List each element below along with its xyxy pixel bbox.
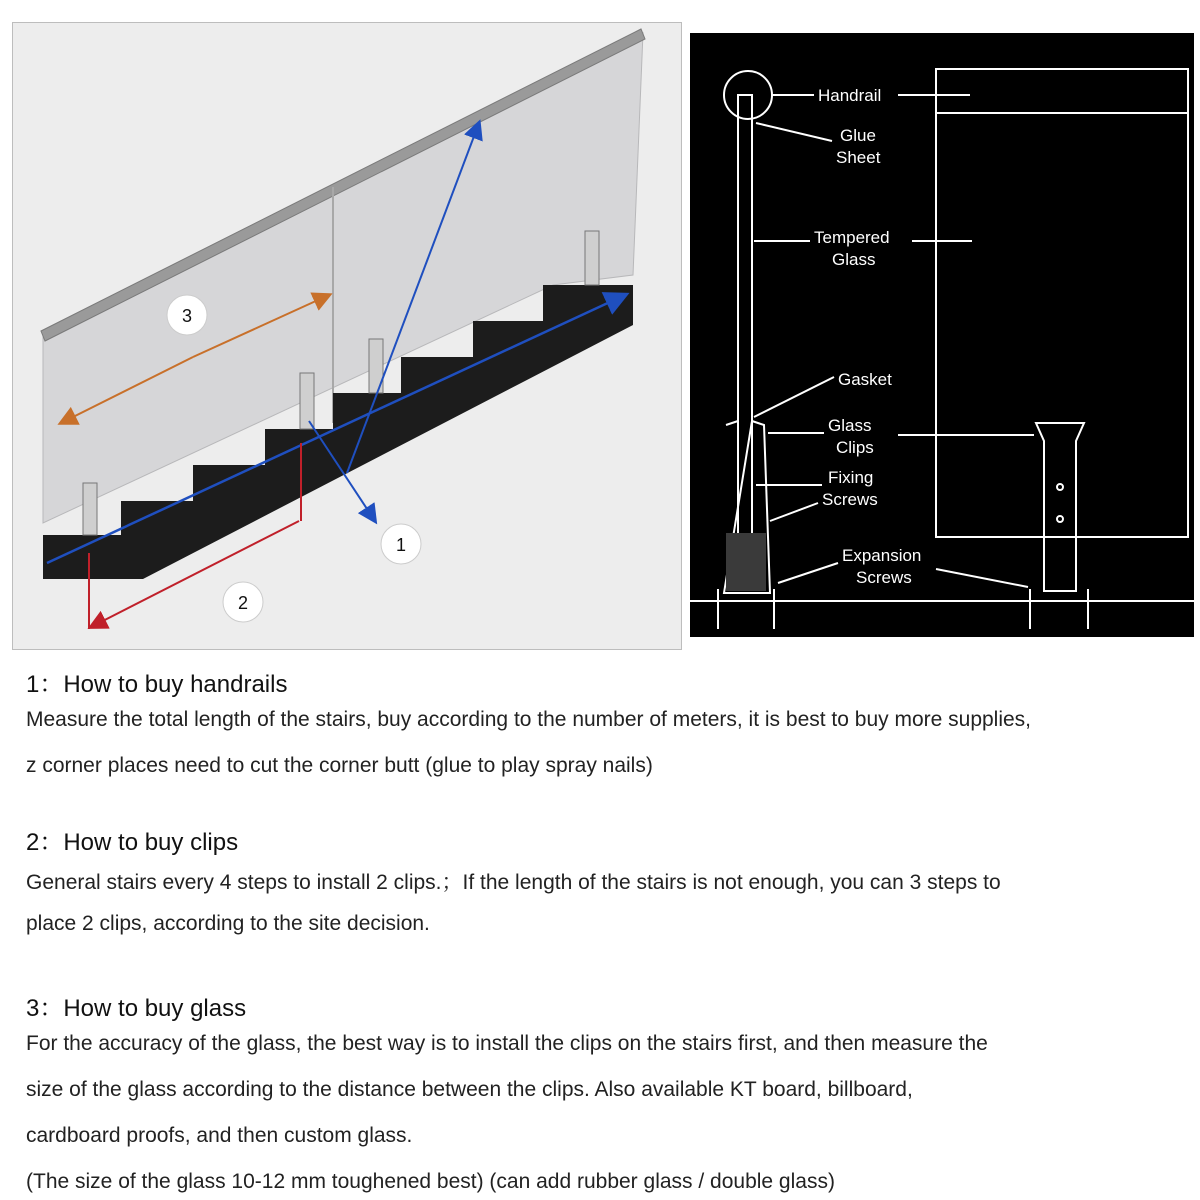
screw-hole-top — [1057, 484, 1063, 490]
section-3-title: 3：How to buy glass — [26, 995, 247, 1022]
label-gasket: Gasket — [838, 370, 892, 389]
glass-clip-front — [1036, 423, 1084, 591]
marker-1-label: 1 — [395, 535, 407, 555]
marker-3 — [167, 295, 207, 335]
section-1-line-2: z corner places need to cut the corner butt (glue to play spray nails) — [26, 754, 653, 777]
label-glass: Glass — [828, 416, 872, 435]
glass-panel-front — [936, 69, 1188, 537]
section-3-line-1: For the accuracy of the glass, the best way is to install the clips on the stairs first, and then measure the — [26, 1032, 988, 1055]
section-3-line-2: size of the glass according to the distance between the clips. Also available KT board, billboard, — [26, 1078, 913, 1101]
cross-section-illustration — [690, 33, 1194, 637]
screw-hole-bottom — [1057, 516, 1063, 522]
label-clips: Clips — [836, 438, 874, 457]
section-2-line-1: General stairs every 4 steps to install 2 clips.；If the length of the stairs is not enough, you can 3 steps to — [26, 871, 1001, 894]
label-tempered-glass: Glass — [832, 250, 876, 269]
stair-railing-diagram — [12, 22, 682, 650]
marker-3-label: 3 — [181, 306, 193, 326]
section-2-title: 2：How to buy clips — [26, 829, 239, 856]
section-3-line-4: (The size of the glass 10-12 mm toughened best) (can add rubber glass / double glass) — [26, 1170, 835, 1193]
section-1-line-1: Measure the total length of the stairs, buy according to the number of meters, it is best to buy more supplies, — [26, 708, 1032, 731]
stair-illustration — [13, 23, 683, 651]
marker-2-label: 2 — [237, 593, 249, 613]
label-fixing: Fixing — [828, 468, 874, 487]
marker-2 — [223, 582, 263, 622]
label-fixing-screws: Screws — [822, 490, 878, 509]
label-expansion: Expansion — [842, 546, 922, 565]
section-3-line-3: cardboard proofs, and then custom glass. — [26, 1124, 413, 1147]
label-handrail: Handrail — [818, 86, 882, 105]
section-1-title: 1：How to buy handrails — [26, 671, 288, 698]
label-expansion-screws: Screws — [856, 568, 912, 587]
label-glue: Glue — [840, 126, 876, 145]
label-sheet: Sheet — [836, 148, 881, 167]
section-2-line-2: place 2 clips, according to the site decision. — [26, 912, 430, 935]
label-tempered: Tempered — [814, 228, 890, 247]
marker-1 — [381, 524, 421, 564]
glass-clip-fill — [726, 533, 766, 591]
cross-section-diagram — [690, 33, 1194, 637]
